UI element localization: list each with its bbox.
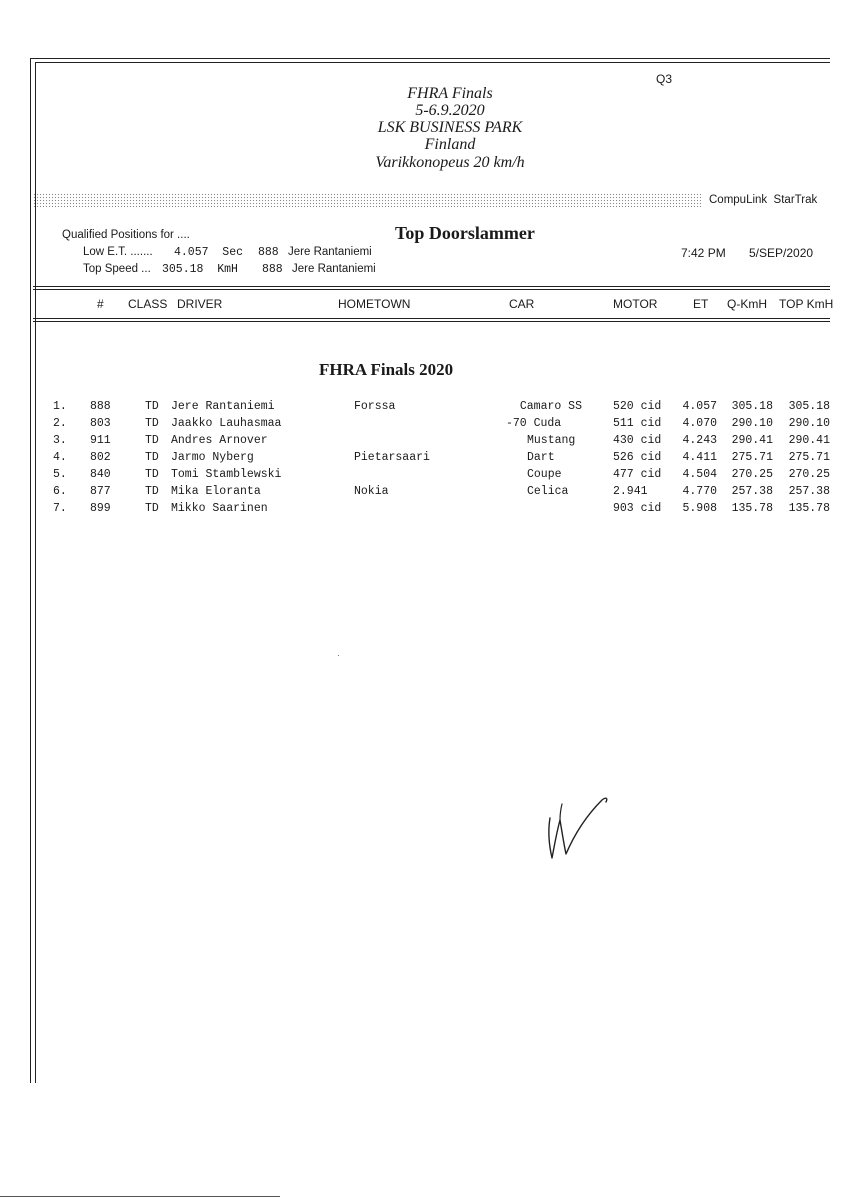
cell-qkmh: 305.18 — [731, 400, 773, 413]
cell-qkmh: 290.10 — [731, 417, 773, 430]
table-row — [0, 502, 848, 519]
top-speed-label: Top Speed ... — [83, 263, 151, 275]
cell-car: -70 Cuda — [506, 417, 562, 430]
report-time: 7:42 PM — [681, 246, 726, 260]
class-title: Top Doorslammer — [395, 223, 535, 243]
cell-car: Coupe — [527, 468, 562, 481]
cell-topkmh: 257.38 — [788, 485, 830, 498]
cell-topkmh: 290.10 — [788, 417, 830, 430]
low-et-driver: Jere Rantaniemi — [288, 246, 372, 258]
cell-class: TD — [145, 434, 159, 447]
cell-num: 899 — [90, 502, 111, 515]
left-border-inner — [35, 62, 36, 1083]
table-row — [0, 417, 848, 434]
cell-car: Camaro SS — [519, 400, 582, 413]
event-country: Finland — [424, 136, 476, 153]
cell-driver: Jaakko Lauhasmaa — [171, 417, 282, 430]
cell-car: Mustang — [527, 434, 576, 447]
top-border-inner — [35, 62, 830, 63]
event-venue: LSK BUSINESS PARK — [377, 119, 523, 136]
header-rule-top-2 — [33, 289, 830, 290]
cell-num: 911 — [90, 434, 111, 447]
scan-speck — [338, 655, 339, 656]
low-et-value: 4.057 Sec — [174, 246, 244, 259]
cell-driver: Jarmo Nyberg — [171, 451, 254, 464]
cell-pos: 5. — [53, 468, 67, 481]
cell-et: 4.057 — [682, 400, 717, 413]
cell-et: 4.770 — [682, 485, 717, 498]
cell-motor: 520 cid — [613, 400, 662, 413]
page-code: Q3 — [656, 72, 673, 86]
brand-label: CompuLink StarTrak — [709, 194, 818, 206]
cell-pos: 3. — [53, 434, 67, 447]
cell-class: TD — [145, 417, 159, 430]
cell-topkmh: 275.71 — [788, 451, 830, 464]
cell-num: 840 — [90, 468, 111, 481]
cell-pos: 1. — [53, 400, 67, 413]
table-row — [0, 451, 848, 468]
header-rule-top-1 — [33, 286, 830, 287]
cell-class: TD — [145, 502, 159, 515]
section-title: FHRA Finals 2020 — [319, 360, 454, 379]
col-qkmh: Q-KmH — [727, 297, 767, 311]
signature-mark — [540, 790, 620, 865]
qualified-heading: Qualified Positions for .... — [62, 229, 190, 241]
cell-topkmh: 270.25 — [788, 468, 830, 481]
table-row — [0, 400, 848, 417]
col-topkmh: TOP KmH — [779, 297, 834, 311]
cell-motor: 430 cid — [613, 434, 662, 447]
col-hometown: HOMETOWN — [338, 297, 411, 311]
table-row — [0, 468, 848, 485]
cell-qkmh: 275.71 — [731, 451, 773, 464]
cell-et: 4.070 — [682, 417, 717, 430]
cell-motor: 903 cid — [613, 502, 662, 515]
bottom-rule — [0, 1196, 280, 1197]
top-border-outer — [30, 58, 830, 59]
cell-hometown: Nokia — [354, 485, 389, 498]
header-rule-bottom-2 — [33, 321, 830, 322]
cell-num: 888 — [90, 400, 111, 413]
cell-driver: Jere Rantaniemi — [171, 400, 275, 413]
cell-pos: 4. — [53, 451, 67, 464]
cell-qkmh: 135.78 — [731, 502, 773, 515]
cell-pos: 6. — [53, 485, 67, 498]
low-et-label: Low E.T. ....... — [83, 246, 153, 258]
cell-driver: Andres Arnover — [171, 434, 268, 447]
low-et-number: 888 — [258, 246, 279, 259]
header-rule-bottom-1 — [33, 318, 830, 319]
cell-class: TD — [145, 485, 159, 498]
event-title: FHRA Finals — [407, 85, 493, 102]
cell-num: 802 — [90, 451, 111, 464]
cell-driver: Tomi Stamblewski — [171, 468, 282, 481]
cell-hometown: Forssa — [354, 400, 396, 413]
cell-et: 4.243 — [682, 434, 717, 447]
top-speed-driver: Jere Rantaniemi — [292, 263, 376, 275]
col-driver: DRIVER — [177, 297, 223, 311]
left-border-outer — [30, 58, 31, 1083]
cell-hometown: Pietarsaari — [354, 451, 430, 464]
cell-class: TD — [145, 400, 159, 413]
cell-driver: Mikko Saarinen — [171, 502, 268, 515]
cell-class: TD — [145, 451, 159, 464]
cell-motor: 2.941 — [613, 485, 648, 498]
col-motor: MOTOR — [613, 297, 658, 311]
report-date: 5/SEP/2020 — [749, 246, 814, 260]
cell-car: Celica — [527, 485, 569, 498]
cell-class: TD — [145, 468, 159, 481]
col-car: CAR — [509, 297, 535, 311]
cell-topkmh: 305.18 — [788, 400, 830, 413]
cell-topkmh: 135.78 — [788, 502, 830, 515]
cell-pos: 7. — [53, 502, 67, 515]
cell-num: 803 — [90, 417, 111, 430]
cell-topkmh: 290.41 — [788, 434, 830, 447]
col-et: ET — [693, 297, 709, 311]
top-speed-value: 305.18 KmH — [162, 263, 238, 276]
table-row — [0, 485, 848, 502]
cell-motor: 526 cid — [613, 451, 662, 464]
col-num: # — [97, 297, 104, 311]
cell-num: 877 — [90, 485, 111, 498]
cell-qkmh: 257.38 — [731, 485, 773, 498]
cell-et: 5.908 — [682, 502, 717, 515]
event-dates: 5-6.9.2020 — [415, 102, 485, 119]
cell-motor: 477 cid — [613, 468, 662, 481]
event-pit-speed: Varikkonopeus 20 km/h — [375, 154, 525, 171]
cell-qkmh: 290.41 — [731, 434, 773, 447]
table-row — [0, 434, 848, 451]
cell-car: Dart — [527, 451, 555, 464]
dotted-separator — [33, 193, 701, 207]
cell-motor: 511 cid — [613, 417, 662, 430]
col-class: CLASS — [128, 297, 168, 311]
cell-qkmh: 270.25 — [731, 468, 773, 481]
cell-et: 4.504 — [682, 468, 717, 481]
cell-pos: 2. — [53, 417, 67, 430]
cell-driver: Mika Eloranta — [171, 485, 261, 498]
cell-et: 4.411 — [682, 451, 717, 464]
top-speed-number: 888 — [262, 263, 283, 276]
